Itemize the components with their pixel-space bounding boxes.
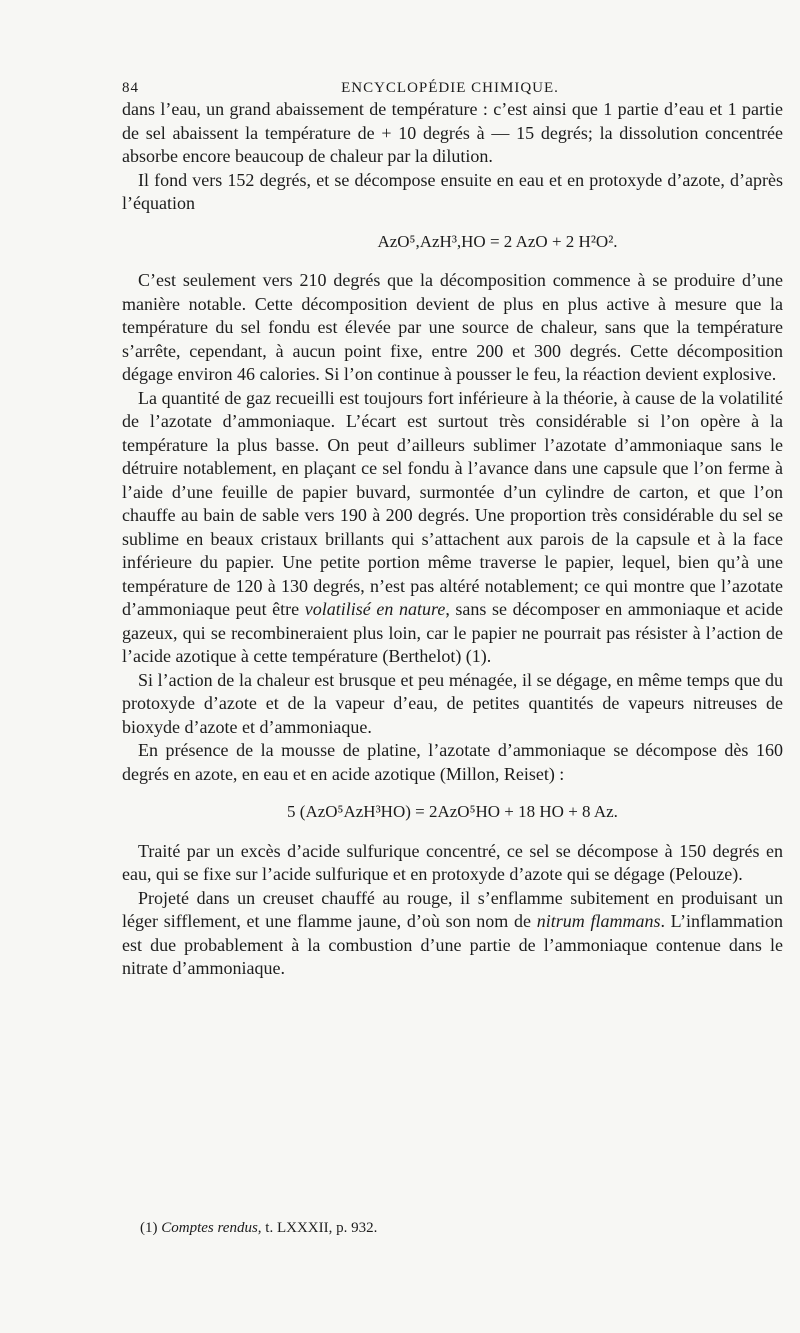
paragraph-2: Il fond vers 152 degrés, et se décompose ensuite en eau et en protoxyde d’azote, d’après l’équation	[122, 169, 783, 213]
paragraph-8-emphasis: nitrum flammans	[536, 911, 661, 931]
paragraph-8	[122, 887, 783, 981]
paragraph-6: En présence de la mousse de platine, l’azotate d’ammoniaque se décompose dès 160 degrés en azote, en eau et en acide azotique (Millon, Reiset) :	[122, 740, 783, 784]
equation-2: 5 (AzO⁵AzH³HO) = 2AzO⁵HO + 18 HO + 8 Az.	[287, 802, 618, 821]
paragraph-1: dans l’eau, un grand abaissement de température : c’est ainsi que 1 partie d’eau et 1 partie de sel abaissent la température de + 10 degrés à — 15 degrés; la dissolution concentrée absorbe encore beaucoup de chaleur par la dilution.	[122, 99, 783, 166]
paragraph-8-text-b: . L’inflammation est due probablement à la combustion d’une partie de l’ammoniaque contenue dans le nitrate d’ammoniaque.	[122, 911, 783, 978]
footnote-reference: , t. LXXXII, p. 932.	[257, 1220, 378, 1236]
paragraph-4-text-a: La quantité de gaz recueilli est toujours fort inférieure à la théorie, à cause de la volatilité de l’azotate d’ammoniaque. L’écart est surtout très considérable si l’on opère à la température la plus basse. On peut d’ailleurs sublimer l’azotate d’ammoniaque sans le détruire notablement, en plaçant ce sel fondu à l’avance dans une capsule que l’on ferme à l’aide d’une feuille de papier buvard, surmontée d’un cylindre de carton, et que l’on chauffe au bain de sable vers 190 à 200 degrés. Une proportion très considérable du sel se sublime en beaux cristaux brillants qui s’attachent aux parois de la capsule et à la face inférieure du papier. Une petite portion même traverse le papier, lequel, bien qu’à une température de 120 à 130 degrés, n’est pas altéré notablement; ce qui montre que l’azotate d’ammoniaque peut être	[122, 387, 783, 619]
paragraph-5: Si l’action de la chaleur est brusque et peu ménagée, il se dégage, en même temps que du protoxyde d’azote et de la vapeur d’eau, de petites quantités de vapeurs nitreuses de bioxyde d’azote et d’ammoniaque.	[122, 669, 783, 737]
page-number: 84	[122, 80, 139, 96]
paragraph-4-text-b: , sans se décomposer en ammoniaque et acide gazeux, qui se recombineraient plus loin, car le papier ne pourrait pas résister à l’action de l’acide azotique à cette température (Berthelot) (1).	[122, 599, 783, 666]
paragraph-4-emphasis: volatilisé en nature	[304, 599, 446, 619]
footnote-marker: (1)	[140, 1220, 158, 1236]
footnote-source: Comptes rendus	[161, 1220, 258, 1236]
running-title: ENCYCLOPÉDIE CHIMIQUE.	[341, 80, 559, 96]
paragraph-4	[122, 387, 783, 669]
equation-1: AzO⁵,AzH³,HO = 2 AzO + 2 H²O².	[377, 231, 618, 251]
footnote	[140, 1220, 377, 1237]
body-text	[122, 98, 783, 981]
paragraph-3: C’est seulement vers 210 degrés que la décomposition commence à se produire d’une manière notable. Cette décomposition devient de plus en plus active à mesure que la température du sel fondu est élevée par une source de chaleur, sans que la température s’arrête, cependant, à aucun point fixe, entre 200 et 300 degrés. Cette décomposition dégage environ 46 calories. Si l’on continue à pousser le feu, la réaction devient explosive.	[122, 270, 783, 384]
paragraph-7: Traité par un excès d’acide sulfurique concentré, ce sel se décompose à 150 degrés en eau, qui se fixe sur l’acide sulfurique et en protoxyde d’azote qui se dégage (Pelouze).	[122, 840, 783, 884]
paragraph-8-text-a: Projeté dans un creuset chauffé au rouge, il s’enflamme subitement en produisant un léger sifflement, et une flamme jaune, d’où son nom de	[122, 887, 783, 931]
